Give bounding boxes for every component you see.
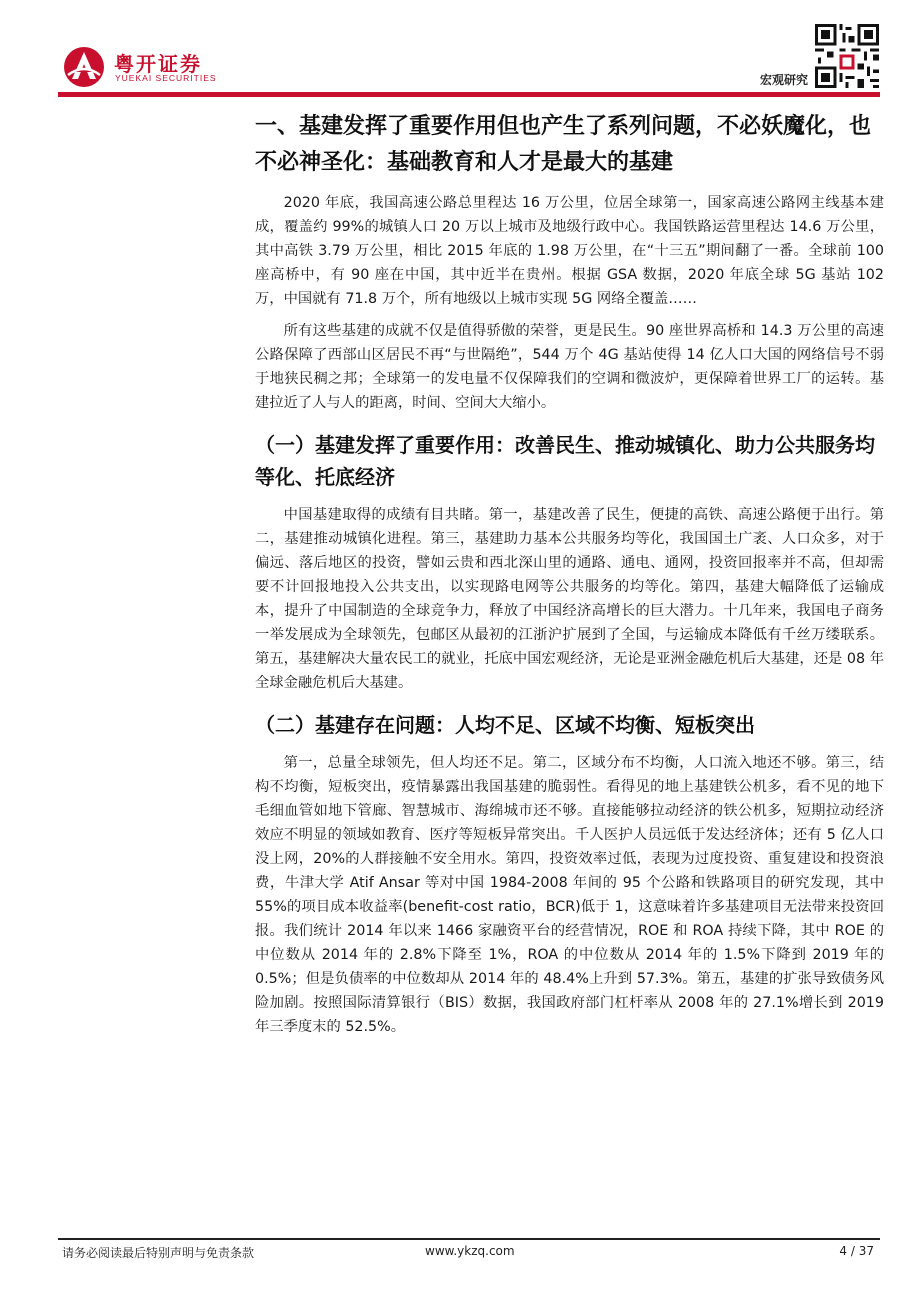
section-paragraph: 所有这些基建的成就不仅是值得骄傲的荣誉，更是民生。90 座世界高桥和 14.3 万公里的高速公路保障了西部山区居民不再“与世隔绝”，544 万个 4G 基站使得 14 亿人口大国的网络信号不弱于地狭民稠之邦；全球第一的发电量不仅保障我们的空调和微波炉，更保障着世界工厂的运转。基建拉近了人与人的距离，时间、空间大大缩小。 xyxy=(255,323,884,411)
company-logo xyxy=(62,45,302,89)
header-divider xyxy=(58,92,880,97)
subsection-title: （二）基建存在问题：人均不足、区域不均衡、短板突出 xyxy=(255,713,755,737)
subsection-title: （一）基建发挥了重要作用：改善民生、推动城镇化、助力公共服务均等化、托底经济 xyxy=(255,433,875,489)
page-number: 4 / 37 xyxy=(839,1244,874,1258)
qr-code-icon xyxy=(815,24,879,88)
report-type-label: 宏观研究 xyxy=(759,73,808,87)
subsection-paragraph: 中国基建取得的成绩有目共睹。第一，基建改善了民生，便捷的高铁、高速公路便于出行。第二，基建推动城镇化进程。第三，基建助力基本公共服务均等化，我国国土广袤、人口众多，对于偏远、落后地区的投资，譬如云贵和西北深山里的通路、通电、通网，投资回报率并不高，但却需要不计回报地投入公共支出，以实现路电网等公共服务的均等化。第四，基建大幅降低了运输成本，提升了中国制造的全球竞争力，释放了中国经济高增长的巨大潜力。十几年来，我国电子商务一举发展成为全球领先，包邮区从最初的江浙沪扩展到了全国，与运输成本降低有千丝万缕联系。第五，基建解决大量农民工的就业，托底中国宏观经济，无论是亚洲金融危机后大基建，还是 08 年全球金融危机后大基建。 xyxy=(255,507,884,691)
footer-divider xyxy=(58,1238,880,1240)
company-name-cn: 粤开证券 xyxy=(114,52,202,76)
page-header xyxy=(0,0,920,100)
section-paragraph: 2020 年底，我国高速公路总里程达 16 万公里，位居全球第一，国家高速公路网主线基本建成，覆盖约 99%的城镇人口 20 万以上城市及地级行政中心。我国铁路运营里程达 14.6 万公里，其中高铁 3.79 万公里，相比 2015 年底的 1.98 万公里，在“十三五”期间翻了一番。全球前 100 座高桥中，有 90 座在中国，其中近半在贵州。根据 GSA 数据，2020 年底全球 5G 基站 102 万，中国就有 71.8 万个，所有地级以上城市实现 5G 网络全覆盖…… xyxy=(255,195,884,307)
section-title: 一、基建发挥了重要作用但也产生了系列问题，不必妖魔化，也不必神圣化：基础教育和人才是最大的基建 xyxy=(255,114,872,175)
subsection-paragraph: 第一，总量全球领先，但人均还不足。第二，区域分布不均衡，人口流入地还不够。第三，结构不均衡，短板突出，疫情暴露出我国基建的脆弱性。看得见的地上基建铁公机多，看不见的地下毛细血管如地下管廊、智慧城市、海绵城市还不够。直接能够拉动经济的铁公机多，短期拉动经济效应不明显的领域如教育、医疗等短板异常突出。千人医护人员远低于发达经济体；还有 5 亿人口没上网，20%的人群接触不安全用水。第四，投资效率过低，表现为过度投资、重复建设和投资浪费，牛津大学 Atif Ansar 等对中国 1984-2008 年间的 95 个公路和铁路项目的研究发现，其中 55%的项目成本收益率(benefit-cost ratio，BCR)低于 1，这意味着许多基建项目无法带来投资回报。我们统计 2014 年以来 1466 家融资平台的经营情况，ROE 和 ROA 持续下降，其中 ROE 的中位数从 2014 年的 2.8%下降至 1%，ROA 的中位数从 2014 年的 1.5%下降到 2019 年的 0.5%；但是负债率的中位数却从 2014 年的 48.4%上升到 57.3%。第五，基建的扩张导致债务风险加剧。按照国际清算银行（BIS）数据，我国政府部门杠杆率从 2008 年的 27.1%增长到 2019 年三季度末的 52.5%。 xyxy=(255,755,884,1035)
report-body xyxy=(255,104,884,1047)
footer-website: www.ykzq.com xyxy=(425,1244,515,1258)
company-name-en: YUEKAI SECURITIES xyxy=(115,73,217,83)
footer-disclaimer: 请务必阅读最后特别声明与免责条款 xyxy=(62,1246,255,1260)
yuekai-logo-icon xyxy=(62,45,106,89)
